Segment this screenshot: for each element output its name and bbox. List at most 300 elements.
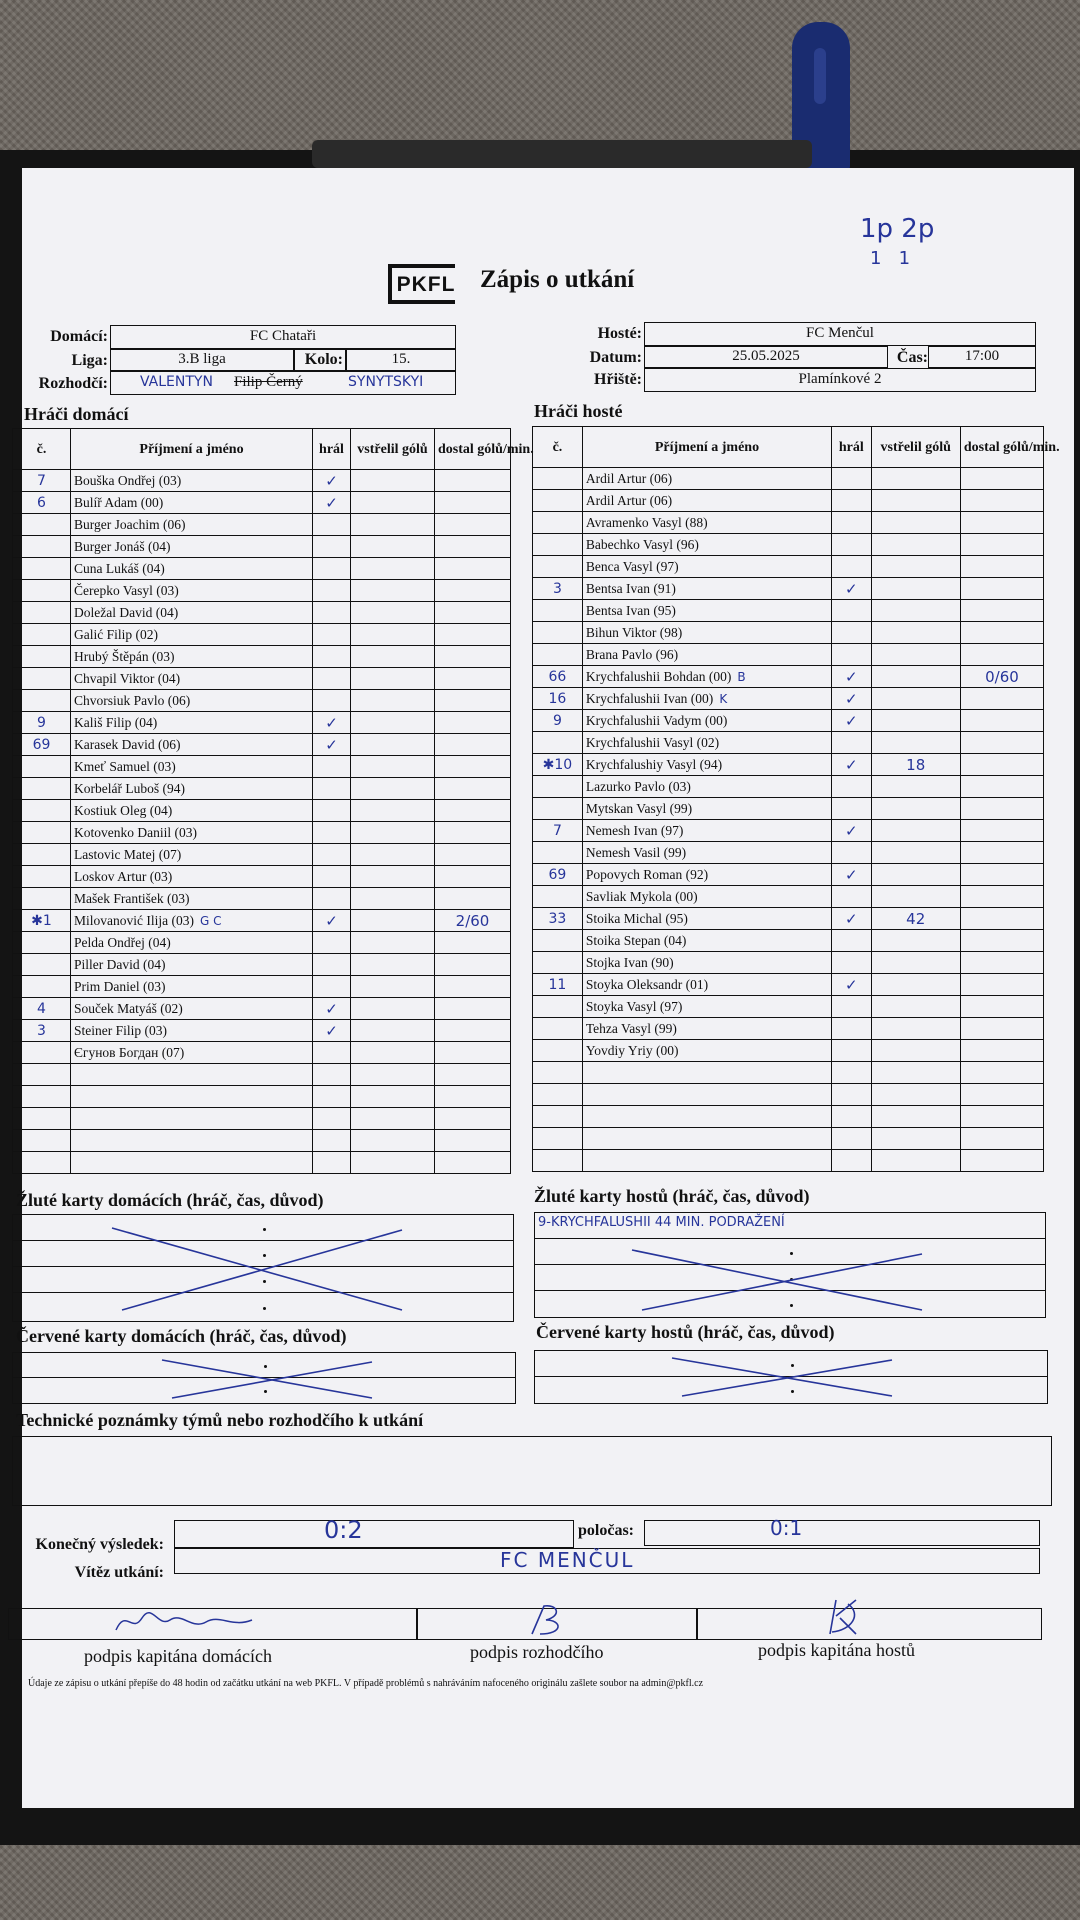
player-number: ✱1: [13, 910, 71, 932]
round-label: Kolo:: [294, 349, 346, 371]
player-name: Bentsa Ivan (95): [582, 600, 831, 622]
goals-scored: [871, 1018, 960, 1040]
player-row: [533, 644, 1044, 666]
player-row: [13, 712, 511, 734]
player-name: Cuna Lukáš (04): [71, 558, 313, 580]
goals-conceded: [435, 756, 511, 778]
played-mark: [313, 954, 351, 976]
goals-scored: [871, 974, 960, 996]
player-row: [13, 1152, 511, 1174]
player-name: Stoika Michal (95): [582, 908, 831, 930]
winner-value: FC MENČUL: [500, 1548, 635, 1572]
goals-conceded: [435, 668, 511, 690]
player-row: [533, 1128, 1044, 1150]
played-mark: [832, 886, 871, 908]
goals-scored: [871, 688, 960, 710]
col-name: Příjmení a jméno: [71, 429, 313, 470]
played-mark: ✓: [832, 688, 871, 710]
goals-conceded: [960, 1128, 1043, 1150]
goals-conceded: [435, 514, 511, 536]
red-cards-away-heading: Červené karty hostů (hráč, čas, důvod): [536, 1322, 835, 1342]
player-number: [533, 1040, 583, 1062]
col-conceded: dostal gólů/min.: [960, 427, 1043, 468]
player-row: [13, 690, 511, 712]
league-value: 3.B liga: [110, 349, 294, 371]
goals-scored: [351, 646, 435, 668]
goals-conceded: [960, 798, 1043, 820]
played-mark: [832, 1128, 871, 1150]
player-row: [13, 910, 511, 932]
player-number: 33: [533, 908, 583, 930]
played-mark: [313, 800, 351, 822]
goals-conceded: 0/60: [960, 666, 1043, 688]
goals-scored: [351, 932, 435, 954]
played-mark: ✓: [832, 974, 871, 996]
player-number: [533, 798, 583, 820]
player-number: [13, 514, 71, 536]
played-mark: ✓: [313, 492, 351, 514]
player-name: [582, 1150, 831, 1172]
player-name: Burger Jonáš (04): [71, 536, 313, 558]
player-number: 9: [533, 710, 583, 732]
goals-scored: [871, 556, 960, 578]
player-number: [13, 844, 71, 866]
played-mark: ✓: [313, 1020, 351, 1042]
player-number: [13, 646, 71, 668]
player-number: [533, 886, 583, 908]
played-mark: [313, 558, 351, 580]
goals-scored: [351, 778, 435, 800]
player-name: Mytskan Vasyl (99): [582, 798, 831, 820]
goals-scored: [351, 888, 435, 910]
yellow-cards-home-heading: Žluté karty domácích (hráč, čas, důvod): [16, 1190, 324, 1210]
goals-conceded: [435, 1020, 511, 1042]
goals-scored: [871, 644, 960, 666]
round-value: 15.: [346, 349, 456, 371]
played-mark: [313, 646, 351, 668]
player-name: Kotovenko Daniil (03): [71, 822, 313, 844]
goals-scored: [351, 998, 435, 1020]
home-label: Domácí:: [50, 328, 108, 345]
signature-divider: [416, 1608, 418, 1640]
player-name: Stojka Ivan (90): [582, 952, 831, 974]
goals-scored: [871, 578, 960, 600]
goals-conceded: [435, 822, 511, 844]
player-number: [13, 1086, 71, 1108]
goals-conceded: [435, 558, 511, 580]
player-row: [533, 1040, 1044, 1062]
player-number: 69: [13, 734, 71, 756]
player-note: K: [719, 691, 728, 706]
referee-handwritten: VALENTYN: [140, 374, 213, 390]
goals-scored: [351, 800, 435, 822]
goals-conceded: [960, 578, 1043, 600]
player-number: [533, 1084, 583, 1106]
home-players-table: [12, 428, 534, 1174]
goals-conceded: [435, 602, 511, 624]
goals-scored: [351, 976, 435, 998]
player-number: [13, 602, 71, 624]
goals-scored: [351, 954, 435, 976]
player-number: [13, 866, 71, 888]
player-number: [13, 932, 71, 954]
referee-label: Rozhodčí:: [38, 375, 108, 392]
goals-scored: [871, 622, 960, 644]
played-mark: [313, 602, 351, 624]
player-number: [533, 512, 583, 534]
goals-conceded: [435, 712, 511, 734]
goals-conceded: [960, 732, 1043, 754]
player-row: [13, 492, 511, 514]
goals-conceded: 2/60: [435, 910, 511, 932]
player-name: Chvorsiuk Pavlo (06): [71, 690, 313, 712]
player-row: [13, 756, 511, 778]
goals-scored: [351, 558, 435, 580]
player-note: G C: [199, 913, 222, 928]
player-row: [13, 646, 511, 668]
player-name: Karasek David (06): [71, 734, 313, 756]
played-mark: [832, 534, 871, 556]
played-mark: [313, 690, 351, 712]
player-name: Milovanović Ilija (03) G C: [71, 910, 313, 932]
yellow-away-crossout: [622, 1240, 942, 1316]
player-number: [13, 580, 71, 602]
played-mark: [313, 1108, 351, 1130]
player-name: Krychfalushiy Vasyl (94): [582, 754, 831, 776]
player-name: [71, 1152, 313, 1174]
goals-scored: [871, 1040, 960, 1062]
player-row: [533, 1018, 1044, 1040]
player-row: [533, 974, 1044, 996]
played-mark: [832, 776, 871, 798]
col-scored: vstřelil gólů: [351, 429, 435, 470]
goals-conceded: [435, 1042, 511, 1064]
player-row: [533, 512, 1044, 534]
player-number: [13, 976, 71, 998]
player-row: [13, 866, 511, 888]
goals-conceded: [960, 644, 1043, 666]
player-row: [13, 1064, 511, 1086]
goals-conceded: [960, 1084, 1043, 1106]
goals-conceded: [960, 468, 1043, 490]
played-mark: ✓: [832, 710, 871, 732]
clipboard-clip: [312, 140, 812, 168]
goals-scored: [351, 492, 435, 514]
goals-scored: [871, 820, 960, 842]
played-mark: ✓: [832, 864, 871, 886]
half-time-label: poločas:: [578, 1522, 634, 1539]
played-mark: [832, 1040, 871, 1062]
guests-team: FC Menčul: [644, 322, 1036, 346]
played-mark: [832, 1084, 871, 1106]
player-row: [533, 490, 1044, 512]
player-number: [13, 624, 71, 646]
player-name: Yovdiy Yriy (00): [582, 1040, 831, 1062]
goals-conceded: [435, 1108, 511, 1130]
player-name: [582, 1106, 831, 1128]
goals-scored: [351, 910, 435, 932]
player-row: [13, 1130, 511, 1152]
goals-conceded: [960, 1018, 1043, 1040]
col-played: hrál: [313, 429, 351, 470]
goals-scored: [871, 996, 960, 1018]
pkfl-logo: PKFL: [388, 264, 464, 304]
played-mark: ✓: [832, 908, 871, 930]
goals-conceded: [435, 778, 511, 800]
player-name: Savliak Mykola (00): [582, 886, 831, 908]
player-number: 6: [13, 492, 71, 514]
player-note: B: [737, 669, 746, 684]
half-time-value: 0:1: [770, 1516, 803, 1540]
player-number: [13, 800, 71, 822]
goals-conceded: [960, 776, 1043, 798]
referee-signature-label: podpis rozhodčího: [470, 1642, 604, 1662]
goals-scored: [871, 930, 960, 952]
player-row: [533, 952, 1044, 974]
player-row: [533, 798, 1044, 820]
player-number: [533, 732, 583, 754]
player-name: Popovych Roman (92): [582, 864, 831, 886]
goals-scored: [351, 514, 435, 536]
played-mark: [832, 842, 871, 864]
player-number: [533, 1106, 583, 1128]
player-number: [13, 690, 71, 712]
goals-conceded: [960, 622, 1043, 644]
player-number: [533, 842, 583, 864]
player-name: Babechko Vasyl (96): [582, 534, 831, 556]
goals-scored: [871, 1062, 960, 1084]
player-name: Krychfalushii Vasyl (02): [582, 732, 831, 754]
goals-conceded: [435, 800, 511, 822]
yellow-cards-away-heading: Žluté karty hostů (hráč, čas, důvod): [534, 1186, 810, 1206]
player-name: [582, 1128, 831, 1150]
goals-scored: [351, 690, 435, 712]
player-row: [533, 864, 1044, 886]
player-number: [533, 644, 583, 666]
player-number: [13, 558, 71, 580]
goals-scored: [351, 1130, 435, 1152]
half-time-field: [644, 1520, 1040, 1546]
player-row: [13, 624, 511, 646]
goals-scored: [351, 1108, 435, 1130]
player-name: [71, 1108, 313, 1130]
player-number: [13, 888, 71, 910]
goals-conceded: [435, 492, 511, 514]
goals-scored: [871, 864, 960, 886]
played-mark: [832, 468, 871, 490]
player-number: 69: [533, 864, 583, 886]
played-mark: [313, 1130, 351, 1152]
goals-conceded: [435, 646, 511, 668]
goals-conceded: [960, 1150, 1043, 1172]
player-row: [533, 908, 1044, 930]
goals-conceded: [960, 754, 1043, 776]
goals-scored: [871, 1128, 960, 1150]
goals-scored: [871, 886, 960, 908]
goals-conceded: [435, 976, 511, 998]
player-row: [13, 536, 511, 558]
player-row: [13, 470, 511, 492]
player-name: Tehza Vasyl (99): [582, 1018, 831, 1040]
played-mark: ✓: [313, 470, 351, 492]
player-row: [13, 558, 511, 580]
goals-conceded: [960, 1040, 1043, 1062]
player-row: [13, 1108, 511, 1130]
goals-conceded: [960, 688, 1043, 710]
player-row: [13, 734, 511, 756]
played-mark: ✓: [313, 712, 351, 734]
player-number: 9: [13, 712, 71, 734]
player-number: 4: [13, 998, 71, 1020]
player-row: [533, 732, 1044, 754]
away-captain-signature: [822, 1594, 872, 1638]
player-row: [13, 1020, 511, 1042]
player-row: [13, 602, 511, 624]
goals-conceded: [435, 1064, 511, 1086]
match-sheet: [16, 168, 1074, 1808]
player-row: [533, 622, 1044, 644]
player-name: Mašek František (03): [71, 888, 313, 910]
goals-conceded: [960, 600, 1043, 622]
played-mark: [832, 952, 871, 974]
goals-conceded: [435, 734, 511, 756]
goals-scored: [871, 1084, 960, 1106]
played-mark: [832, 556, 871, 578]
goals-scored: [871, 776, 960, 798]
player-name: Hrubý Štěpán (03): [71, 646, 313, 668]
player-number: [13, 954, 71, 976]
goals-conceded: [960, 996, 1043, 1018]
player-name: Burger Joachim (06): [71, 514, 313, 536]
player-name: Galić Filip (02): [71, 624, 313, 646]
played-mark: [832, 600, 871, 622]
player-name: Bulíř Adam (00): [71, 492, 313, 514]
player-name: Bihun Viktor (98): [582, 622, 831, 644]
player-name: Krychfalushii Vadym (00): [582, 710, 831, 732]
player-row: [533, 996, 1044, 1018]
goals-scored: [351, 602, 435, 624]
goals-conceded: [435, 690, 511, 712]
player-name: Krychfalushii Ivan (00) K: [582, 688, 831, 710]
away-players-heading: Hráči hosté: [534, 401, 623, 421]
pitch-value: Plamínkové 2: [644, 368, 1036, 392]
player-row: [13, 888, 511, 910]
player-row: [533, 842, 1044, 864]
played-mark: [832, 1150, 871, 1172]
played-mark: [313, 844, 351, 866]
player-number: [533, 490, 583, 512]
player-name: Bentsa Ivan (91): [582, 578, 831, 600]
halves-note: 1p 2p: [860, 214, 935, 244]
player-number: [13, 778, 71, 800]
player-row: [533, 820, 1044, 842]
league-label: Liga:: [71, 352, 108, 369]
goals-scored: 42: [871, 908, 960, 930]
player-number: [13, 1152, 71, 1174]
footer-note: Údaje ze zápisu o utkání přepíše do 48 hodin od začátku utkání na web PKFL. V případě problémů s nahráváním nafoceného originálu zašlete soubor na admin@pkfl.cz: [28, 1678, 704, 1689]
goals-scored: [351, 624, 435, 646]
player-name: Doležal David (04): [71, 602, 313, 624]
goals-scored: [871, 512, 960, 534]
final-result-field: [174, 1520, 574, 1548]
col-conceded: dostal gólů/min.: [435, 429, 511, 470]
goals-scored: [351, 756, 435, 778]
played-mark: [832, 732, 871, 754]
goals-conceded: [435, 866, 511, 888]
player-number: 16: [533, 688, 583, 710]
player-name: Kališ Filip (04): [71, 712, 313, 734]
goals-conceded: [435, 1152, 511, 1174]
player-row: [13, 800, 511, 822]
goals-conceded: [435, 998, 511, 1020]
goals-scored: [871, 710, 960, 732]
player-row: [13, 668, 511, 690]
player-name: Stoyka Vasyl (97): [582, 996, 831, 1018]
goals-conceded: [960, 512, 1043, 534]
player-number: 66: [533, 666, 583, 688]
played-mark: [313, 756, 351, 778]
player-row: [13, 976, 511, 998]
player-number: 3: [13, 1020, 71, 1042]
red-cards-home-heading: Červené karty domácích (hráč, čas, důvod): [16, 1326, 347, 1346]
page-title: Zápis o utkání: [480, 266, 635, 293]
played-mark: ✓: [832, 820, 871, 842]
player-name: Kostiuk Oleg (04): [71, 800, 313, 822]
goals-conceded: [960, 886, 1043, 908]
player-row: [13, 1042, 511, 1064]
player-number: [533, 468, 583, 490]
goals-scored: [351, 1086, 435, 1108]
played-mark: [313, 976, 351, 998]
player-number: [13, 668, 71, 690]
player-name: [71, 1086, 313, 1108]
player-row: [533, 666, 1044, 688]
goals-scored: [351, 668, 435, 690]
referee-signature: [522, 1600, 582, 1640]
date-label: Datum:: [589, 349, 642, 366]
played-mark: [832, 1106, 871, 1128]
player-row: [13, 822, 511, 844]
technical-notes-box: [12, 1436, 1052, 1506]
played-mark: [313, 888, 351, 910]
player-row: [13, 932, 511, 954]
col-scored: vstřelil gólů: [871, 427, 960, 468]
player-number: 11: [533, 974, 583, 996]
goals-scored: [351, 734, 435, 756]
player-name: Chvapil Viktor (04): [71, 668, 313, 690]
played-mark: [832, 1018, 871, 1040]
col-played: hrál: [832, 427, 871, 468]
goals-scored: [871, 798, 960, 820]
col-number: č.: [13, 429, 71, 470]
player-name: Kmeť Samuel (03): [71, 756, 313, 778]
player-number: 7: [533, 820, 583, 842]
player-number: [13, 1130, 71, 1152]
player-row: [533, 930, 1044, 952]
goals-scored: [871, 468, 960, 490]
player-number: 3: [533, 578, 583, 600]
player-row: [533, 1062, 1044, 1084]
player-name: Ardil Artur (06): [582, 468, 831, 490]
goals-conceded: [435, 1130, 511, 1152]
played-mark: [313, 536, 351, 558]
player-name: Lastovic Matej (07): [71, 844, 313, 866]
home-players-heading: Hráči domácí: [24, 404, 129, 424]
player-number: [13, 822, 71, 844]
played-mark: [313, 624, 351, 646]
player-row: [13, 954, 511, 976]
player-name: [582, 1062, 831, 1084]
